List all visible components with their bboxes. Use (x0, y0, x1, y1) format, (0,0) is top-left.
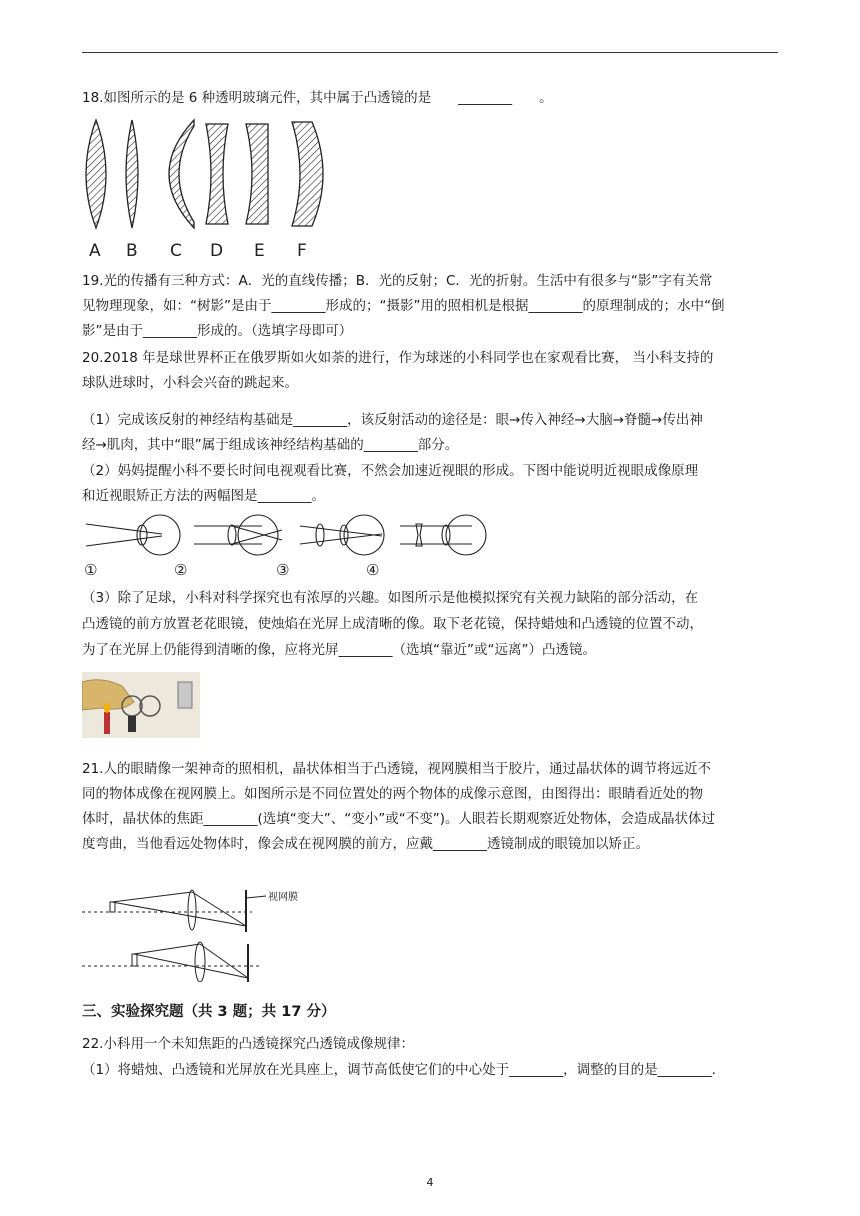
lens-label-f: F (297, 241, 307, 261)
q20-part1-a: （1）完成该反射的神经结构基础是________，该反射活动的途径是：眼→传入神经→大脑→脊髓→传出神 (82, 412, 703, 428)
header-rule (82, 52, 778, 53)
lens-lower (195, 942, 205, 982)
lens-f-concave-meniscus (292, 122, 323, 226)
retina-label: 视网膜 (268, 892, 298, 903)
eye-diagram-2 (194, 515, 282, 555)
q19-line1: 19.光的传播有三种方式：A．光的直线传播；B．光的反射；C．光的折射。生活中有很多与“影”字有关常 (82, 273, 713, 289)
q19-line3: 影”是由于________形成的。（选填字母即可） (82, 323, 353, 339)
eye-label-2: ② (174, 561, 188, 579)
q20-part2-b: 和近视眼矫正方法的两幅图是________。 (82, 488, 325, 504)
retina-diagram (82, 886, 322, 982)
lens-c-meniscus (169, 120, 194, 228)
lens-upper (188, 890, 196, 930)
lens-label-c: C (170, 241, 182, 261)
experiment-photo (82, 672, 200, 738)
lens-a-biconvex (86, 120, 106, 228)
eye-label-4: ④ (366, 561, 380, 579)
lens-b-convex (126, 120, 138, 228)
q21-line3: 体时，晶状体的焦距________(选填“变大”、“变小”或“不变”)。人眼若长期观察近处物体，会造成晶状体过 (82, 811, 715, 827)
screen-shape (178, 682, 192, 708)
q21-line1: 21.人的眼睛像一架神奇的照相机，晶状体相当于凸透镜，视网膜相当于胶片，通过晶状体的调节将远近不 (82, 761, 711, 777)
lens-label-e: E (254, 241, 265, 261)
eye-label-3: ③ (276, 561, 290, 579)
q21-line2: 同的物体成像在视网膜上。如图所示是不同位置处的两个物体的成像示意图，由图得出：眼睛看近处的物 (82, 786, 703, 802)
eye-diagram-1 (86, 515, 180, 555)
eye-diagram-4 (400, 515, 486, 555)
q22-line1: 22.小科用一个未知焦距的凸透镜探究凸透镜成像规律： (82, 1036, 414, 1052)
q20-part1-b: 经→肌肉，其中“眼”属于组成该神经结构基础的________部分。 (82, 437, 459, 453)
lens-label-a: A (89, 241, 101, 261)
section3-title: 三、实验探究题（共 3 题；共 17 分） (82, 1004, 336, 1020)
q21-line4: 度弯曲，当他看远处物体时，像会成在视网膜的前方，应戴________透镜制成的眼镜加以矫正。 (82, 836, 649, 852)
candle-shape (104, 712, 110, 734)
q20-part2-a: （2）妈妈提醒小科不要长时间电视观看比赛，不然会加速近视眼的形成。下图中能说明近视眼成像原理 (82, 463, 699, 479)
q20-part3-a: （3）除了足球，小科对科学探究也有浓厚的兴趣。如图所示是他模拟探究有关视力缺陷的部分活动，在 (82, 590, 699, 606)
lens-label-d: D (210, 241, 224, 261)
q22-part1: （1）将蜡烛、凸透镜和光屏放在光具座上，调节高低使它们的中心处于________，调整的目的是________. (82, 1062, 716, 1078)
q20-part3-b: 凸透镜的前方放置老花眼镜，使烛焰在光屏上成清晰的像。取下老花镜，保持蜡烛和凸透镜的位置不动， (82, 616, 703, 632)
eye-label-1: ① (84, 561, 98, 579)
eye-diagram-3 (300, 515, 384, 555)
object-far (110, 902, 115, 912)
lens-e-plano-concave (246, 124, 268, 224)
lens-figure (82, 116, 332, 262)
q19-line2: 见物理现象，如：“树影”是由于________形成的；“摄影”用的照相机是根据________的原理制成的；水中“倒 (82, 298, 725, 314)
page-number: 4 (426, 1176, 434, 1189)
object-near (132, 954, 137, 966)
lens-d-biconcave (206, 124, 228, 224)
q20-line2: 球队进球时，小科会兴奋的跳起来。 (82, 375, 298, 391)
lens-label-b: B (126, 241, 138, 261)
q20-part3-c: 为了在光屏上仍能得到清晰的像，应将光屏________（选填“靠近”或“远离”）凸透镜。 (82, 642, 596, 658)
q18-text: 18.如图所示的是 6 种透明玻璃元件，其中属于凸透镜的是 ________ 。 (82, 90, 553, 106)
q20-line1: 20.2018 年是球世界杯正在俄罗斯如火如荼的进行，作为球迷的小科同学也在家观看比赛， 当小科支持的 (82, 350, 714, 366)
eye-diagrams (82, 512, 492, 580)
